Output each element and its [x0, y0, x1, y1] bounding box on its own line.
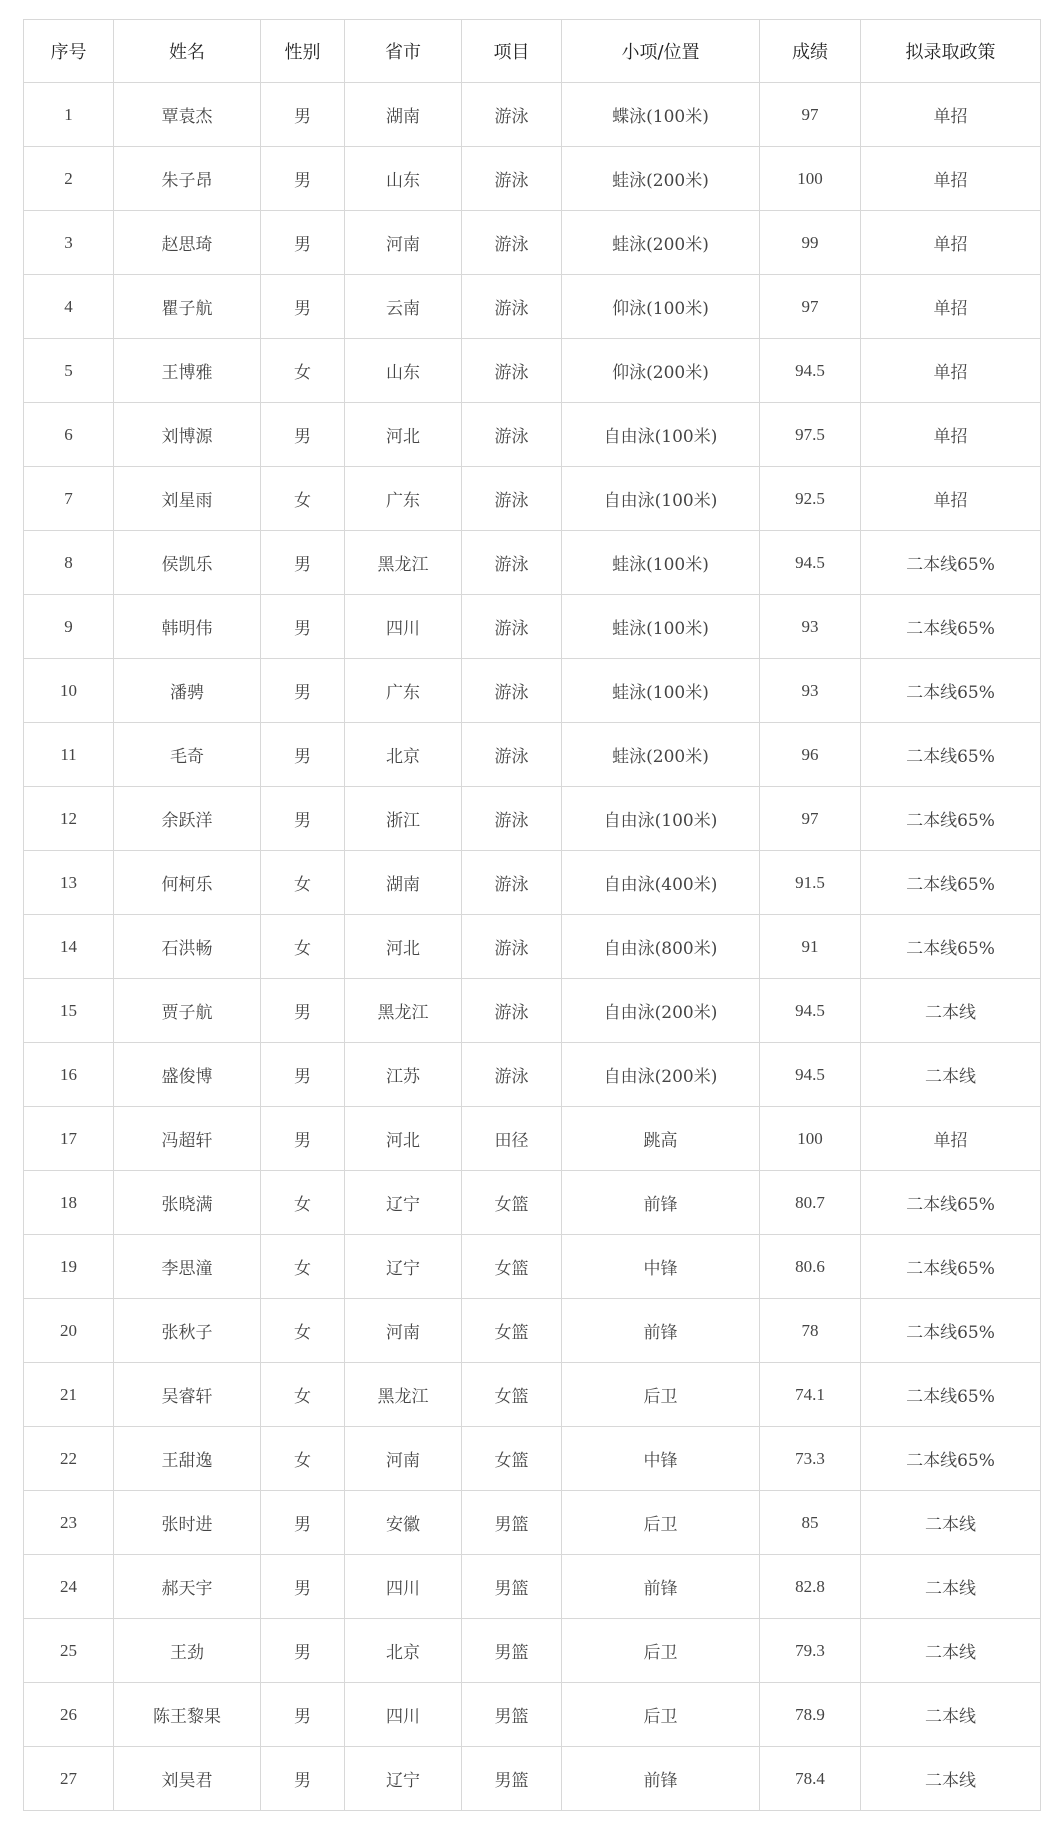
cell-policy: 单招	[861, 1107, 1041, 1171]
cell-policy: 二本线65%	[861, 659, 1041, 723]
cell-policy: 单招	[861, 403, 1041, 467]
table-row	[24, 659, 1041, 723]
cell-index: 3	[24, 211, 114, 275]
cell-sport: 游泳	[462, 531, 562, 595]
cell-name: 韩明伟	[114, 595, 261, 659]
cell-index: 8	[24, 531, 114, 595]
cell-name: 覃袁杰	[114, 83, 261, 147]
cell-score: 94.5	[760, 1043, 861, 1107]
cell-score: 97	[760, 787, 861, 851]
cell-gender: 男	[261, 1619, 345, 1683]
table-row	[24, 1747, 1041, 1811]
cell-sport: 游泳	[462, 403, 562, 467]
cell-gender: 男	[261, 147, 345, 211]
cell-policy: 单招	[861, 83, 1041, 147]
table-row	[24, 915, 1041, 979]
cell-province: 辽宁	[345, 1171, 462, 1235]
cell-score: 94.5	[760, 979, 861, 1043]
cell-score: 99	[760, 211, 861, 275]
cell-policy: 二本线65%	[861, 723, 1041, 787]
cell-province: 云南	[345, 275, 462, 339]
cell-name: 陈王黎果	[114, 1683, 261, 1747]
cell-gender: 女	[261, 1235, 345, 1299]
cell-name: 赵思琦	[114, 211, 261, 275]
cell-gender: 男	[261, 403, 345, 467]
cell-sport: 游泳	[462, 979, 562, 1043]
cell-sport: 游泳	[462, 659, 562, 723]
cell-gender: 男	[261, 595, 345, 659]
cell-index: 12	[24, 787, 114, 851]
cell-event: 自由泳(100米)	[562, 467, 760, 531]
cell-policy: 二本线	[861, 1747, 1041, 1811]
cell-gender: 男	[261, 1491, 345, 1555]
cell-index: 4	[24, 275, 114, 339]
cell-name: 王博雅	[114, 339, 261, 403]
cell-score: 82.8	[760, 1555, 861, 1619]
cell-score: 94.5	[760, 531, 861, 595]
table-row	[24, 1491, 1041, 1555]
cell-score: 97	[760, 83, 861, 147]
table-row	[24, 403, 1041, 467]
cell-name: 余跃洋	[114, 787, 261, 851]
table-row	[24, 723, 1041, 787]
cell-policy: 单招	[861, 211, 1041, 275]
cell-province: 河南	[345, 1427, 462, 1491]
cell-index: 24	[24, 1555, 114, 1619]
cell-province: 辽宁	[345, 1747, 462, 1811]
cell-policy: 二本线	[861, 1555, 1041, 1619]
cell-event: 自由泳(100米)	[562, 403, 760, 467]
cell-sport: 女篮	[462, 1427, 562, 1491]
table-row	[24, 339, 1041, 403]
cell-policy: 二本线65%	[861, 851, 1041, 915]
header-province: 省市	[345, 20, 462, 83]
cell-index: 1	[24, 83, 114, 147]
admission-table	[23, 19, 1041, 1811]
cell-name: 何柯乐	[114, 851, 261, 915]
cell-score: 93	[760, 659, 861, 723]
cell-gender: 男	[261, 787, 345, 851]
cell-event: 前锋	[562, 1171, 760, 1235]
cell-sport: 游泳	[462, 467, 562, 531]
cell-event: 蝶泳(100米)	[562, 83, 760, 147]
cell-name: 张晓满	[114, 1171, 261, 1235]
cell-name: 刘昊君	[114, 1747, 261, 1811]
cell-province: 北京	[345, 723, 462, 787]
cell-name: 张时进	[114, 1491, 261, 1555]
cell-province: 黑龙江	[345, 531, 462, 595]
cell-event: 自由泳(200米)	[562, 1043, 760, 1107]
cell-province: 湖南	[345, 851, 462, 915]
cell-event: 自由泳(200米)	[562, 979, 760, 1043]
cell-name: 侯凯乐	[114, 531, 261, 595]
cell-name: 瞿子航	[114, 275, 261, 339]
cell-province: 浙江	[345, 787, 462, 851]
cell-name: 王劲	[114, 1619, 261, 1683]
cell-province: 安徽	[345, 1491, 462, 1555]
cell-province: 河北	[345, 1107, 462, 1171]
cell-policy: 二本线65%	[861, 595, 1041, 659]
cell-province: 广东	[345, 659, 462, 723]
header-event: 小项/位置	[562, 20, 760, 83]
cell-event: 后卫	[562, 1491, 760, 1555]
cell-score: 74.1	[760, 1363, 861, 1427]
table-row	[24, 1683, 1041, 1747]
cell-index: 16	[24, 1043, 114, 1107]
cell-event: 蛙泳(200米)	[562, 723, 760, 787]
cell-name: 刘博源	[114, 403, 261, 467]
cell-score: 78	[760, 1299, 861, 1363]
cell-gender: 男	[261, 1555, 345, 1619]
cell-gender: 女	[261, 1299, 345, 1363]
cell-policy: 单招	[861, 467, 1041, 531]
cell-event: 自由泳(400米)	[562, 851, 760, 915]
cell-index: 9	[24, 595, 114, 659]
cell-event: 自由泳(800米)	[562, 915, 760, 979]
cell-gender: 男	[261, 1683, 345, 1747]
cell-policy: 二本线65%	[861, 531, 1041, 595]
header-sport: 项目	[462, 20, 562, 83]
cell-index: 21	[24, 1363, 114, 1427]
cell-index: 7	[24, 467, 114, 531]
cell-sport: 女篮	[462, 1235, 562, 1299]
cell-policy: 二本线	[861, 979, 1041, 1043]
cell-name: 石洪畅	[114, 915, 261, 979]
cell-policy: 单招	[861, 339, 1041, 403]
table-row	[24, 979, 1041, 1043]
cell-score: 85	[760, 1491, 861, 1555]
cell-gender: 男	[261, 275, 345, 339]
cell-province: 河南	[345, 1299, 462, 1363]
cell-index: 2	[24, 147, 114, 211]
cell-index: 27	[24, 1747, 114, 1811]
cell-gender: 男	[261, 1747, 345, 1811]
cell-name: 刘星雨	[114, 467, 261, 531]
cell-event: 前锋	[562, 1299, 760, 1363]
cell-province: 河北	[345, 915, 462, 979]
table-row	[24, 1363, 1041, 1427]
table-row	[24, 1555, 1041, 1619]
cell-name: 郝天宇	[114, 1555, 261, 1619]
cell-sport: 游泳	[462, 595, 562, 659]
cell-policy: 二本线	[861, 1619, 1041, 1683]
cell-score: 80.6	[760, 1235, 861, 1299]
cell-sport: 女篮	[462, 1299, 562, 1363]
cell-sport: 女篮	[462, 1171, 562, 1235]
table-row	[24, 595, 1041, 659]
admission-table-container	[23, 19, 1040, 1811]
cell-score: 91	[760, 915, 861, 979]
cell-score: 97	[760, 275, 861, 339]
cell-event: 中锋	[562, 1427, 760, 1491]
table-row	[24, 467, 1041, 531]
table-row	[24, 1107, 1041, 1171]
cell-index: 13	[24, 851, 114, 915]
cell-sport: 游泳	[462, 275, 562, 339]
header-score: 成绩	[760, 20, 861, 83]
cell-sport: 男篮	[462, 1619, 562, 1683]
cell-province: 江苏	[345, 1043, 462, 1107]
table-row	[24, 1619, 1041, 1683]
cell-policy: 二本线65%	[861, 787, 1041, 851]
cell-gender: 女	[261, 1171, 345, 1235]
cell-province: 黑龙江	[345, 979, 462, 1043]
cell-gender: 男	[261, 659, 345, 723]
cell-name: 潘骋	[114, 659, 261, 723]
table-row	[24, 1171, 1041, 1235]
cell-policy: 二本线65%	[861, 915, 1041, 979]
cell-index: 15	[24, 979, 114, 1043]
cell-sport: 女篮	[462, 1363, 562, 1427]
cell-province: 北京	[345, 1619, 462, 1683]
cell-gender: 女	[261, 339, 345, 403]
cell-index: 14	[24, 915, 114, 979]
cell-score: 96	[760, 723, 861, 787]
cell-score: 79.3	[760, 1619, 861, 1683]
cell-event: 中锋	[562, 1235, 760, 1299]
cell-gender: 男	[261, 1043, 345, 1107]
cell-gender: 女	[261, 1363, 345, 1427]
cell-policy: 二本线65%	[861, 1235, 1041, 1299]
cell-index: 23	[24, 1491, 114, 1555]
cell-sport: 游泳	[462, 339, 562, 403]
cell-score: 93	[760, 595, 861, 659]
table-header	[24, 20, 1041, 83]
cell-name: 毛奇	[114, 723, 261, 787]
cell-event: 蛙泳(200米)	[562, 211, 760, 275]
cell-index: 19	[24, 1235, 114, 1299]
cell-event: 蛙泳(200米)	[562, 147, 760, 211]
cell-score: 78.4	[760, 1747, 861, 1811]
table-row	[24, 1299, 1041, 1363]
cell-province: 四川	[345, 1683, 462, 1747]
cell-index: 18	[24, 1171, 114, 1235]
cell-gender: 男	[261, 1107, 345, 1171]
cell-gender: 女	[261, 915, 345, 979]
cell-index: 6	[24, 403, 114, 467]
table-body	[24, 83, 1041, 1811]
cell-policy: 二本线	[861, 1491, 1041, 1555]
header-row	[24, 20, 1041, 83]
cell-name: 贾子航	[114, 979, 261, 1043]
cell-name: 李思潼	[114, 1235, 261, 1299]
cell-name: 朱子昂	[114, 147, 261, 211]
cell-province: 湖南	[345, 83, 462, 147]
header-gender: 性别	[261, 20, 345, 83]
cell-index: 20	[24, 1299, 114, 1363]
cell-index: 22	[24, 1427, 114, 1491]
cell-event: 后卫	[562, 1683, 760, 1747]
cell-index: 11	[24, 723, 114, 787]
cell-event: 后卫	[562, 1619, 760, 1683]
table-row	[24, 1235, 1041, 1299]
cell-index: 25	[24, 1619, 114, 1683]
cell-policy: 二本线65%	[861, 1427, 1041, 1491]
cell-gender: 女	[261, 467, 345, 531]
cell-sport: 游泳	[462, 851, 562, 915]
cell-sport: 男篮	[462, 1491, 562, 1555]
cell-event: 仰泳(200米)	[562, 339, 760, 403]
table-row	[24, 531, 1041, 595]
cell-sport: 游泳	[462, 1043, 562, 1107]
header-index: 序号	[24, 20, 114, 83]
cell-index: 17	[24, 1107, 114, 1171]
cell-policy: 单招	[861, 275, 1041, 339]
cell-name: 张秋子	[114, 1299, 261, 1363]
cell-score: 92.5	[760, 467, 861, 531]
cell-policy: 二本线65%	[861, 1171, 1041, 1235]
cell-event: 前锋	[562, 1555, 760, 1619]
table-row	[24, 83, 1041, 147]
cell-score: 100	[760, 1107, 861, 1171]
cell-policy: 二本线65%	[861, 1299, 1041, 1363]
cell-event: 蛙泳(100米)	[562, 531, 760, 595]
header-policy: 拟录取政策	[861, 20, 1041, 83]
cell-gender: 男	[261, 723, 345, 787]
cell-event: 前锋	[562, 1747, 760, 1811]
cell-province: 四川	[345, 1555, 462, 1619]
cell-name: 盛俊博	[114, 1043, 261, 1107]
cell-policy: 单招	[861, 147, 1041, 211]
cell-province: 山东	[345, 147, 462, 211]
cell-index: 10	[24, 659, 114, 723]
cell-gender: 女	[261, 1427, 345, 1491]
cell-event: 蛙泳(100米)	[562, 595, 760, 659]
cell-gender: 男	[261, 979, 345, 1043]
table-row	[24, 851, 1041, 915]
cell-event: 自由泳(100米)	[562, 787, 760, 851]
cell-policy: 二本线	[861, 1683, 1041, 1747]
table-row	[24, 1427, 1041, 1491]
cell-event: 后卫	[562, 1363, 760, 1427]
cell-index: 26	[24, 1683, 114, 1747]
table-row	[24, 211, 1041, 275]
cell-sport: 男篮	[462, 1747, 562, 1811]
cell-event: 跳高	[562, 1107, 760, 1171]
cell-province: 河北	[345, 403, 462, 467]
cell-sport: 田径	[462, 1107, 562, 1171]
cell-name: 吴睿轩	[114, 1363, 261, 1427]
header-name: 姓名	[114, 20, 261, 83]
cell-policy: 二本线65%	[861, 1363, 1041, 1427]
cell-score: 78.9	[760, 1683, 861, 1747]
table-row	[24, 147, 1041, 211]
cell-province: 广东	[345, 467, 462, 531]
cell-event: 仰泳(100米)	[562, 275, 760, 339]
cell-name: 王甜逸	[114, 1427, 261, 1491]
cell-name: 冯超轩	[114, 1107, 261, 1171]
table-row	[24, 1043, 1041, 1107]
cell-score: 73.3	[760, 1427, 861, 1491]
cell-event: 蛙泳(100米)	[562, 659, 760, 723]
cell-score: 91.5	[760, 851, 861, 915]
cell-gender: 男	[261, 531, 345, 595]
cell-sport: 男篮	[462, 1555, 562, 1619]
cell-sport: 游泳	[462, 83, 562, 147]
cell-province: 黑龙江	[345, 1363, 462, 1427]
cell-province: 辽宁	[345, 1235, 462, 1299]
table-row	[24, 787, 1041, 851]
cell-sport: 男篮	[462, 1683, 562, 1747]
cell-province: 山东	[345, 339, 462, 403]
cell-score: 100	[760, 147, 861, 211]
table-row	[24, 275, 1041, 339]
cell-score: 80.7	[760, 1171, 861, 1235]
cell-sport: 游泳	[462, 147, 562, 211]
cell-index: 5	[24, 339, 114, 403]
cell-province: 河南	[345, 211, 462, 275]
cell-sport: 游泳	[462, 787, 562, 851]
cell-sport: 游泳	[462, 723, 562, 787]
cell-policy: 二本线	[861, 1043, 1041, 1107]
cell-sport: 游泳	[462, 915, 562, 979]
cell-score: 94.5	[760, 339, 861, 403]
cell-gender: 男	[261, 211, 345, 275]
cell-province: 四川	[345, 595, 462, 659]
cell-gender: 女	[261, 851, 345, 915]
cell-sport: 游泳	[462, 211, 562, 275]
cell-score: 97.5	[760, 403, 861, 467]
cell-gender: 男	[261, 83, 345, 147]
